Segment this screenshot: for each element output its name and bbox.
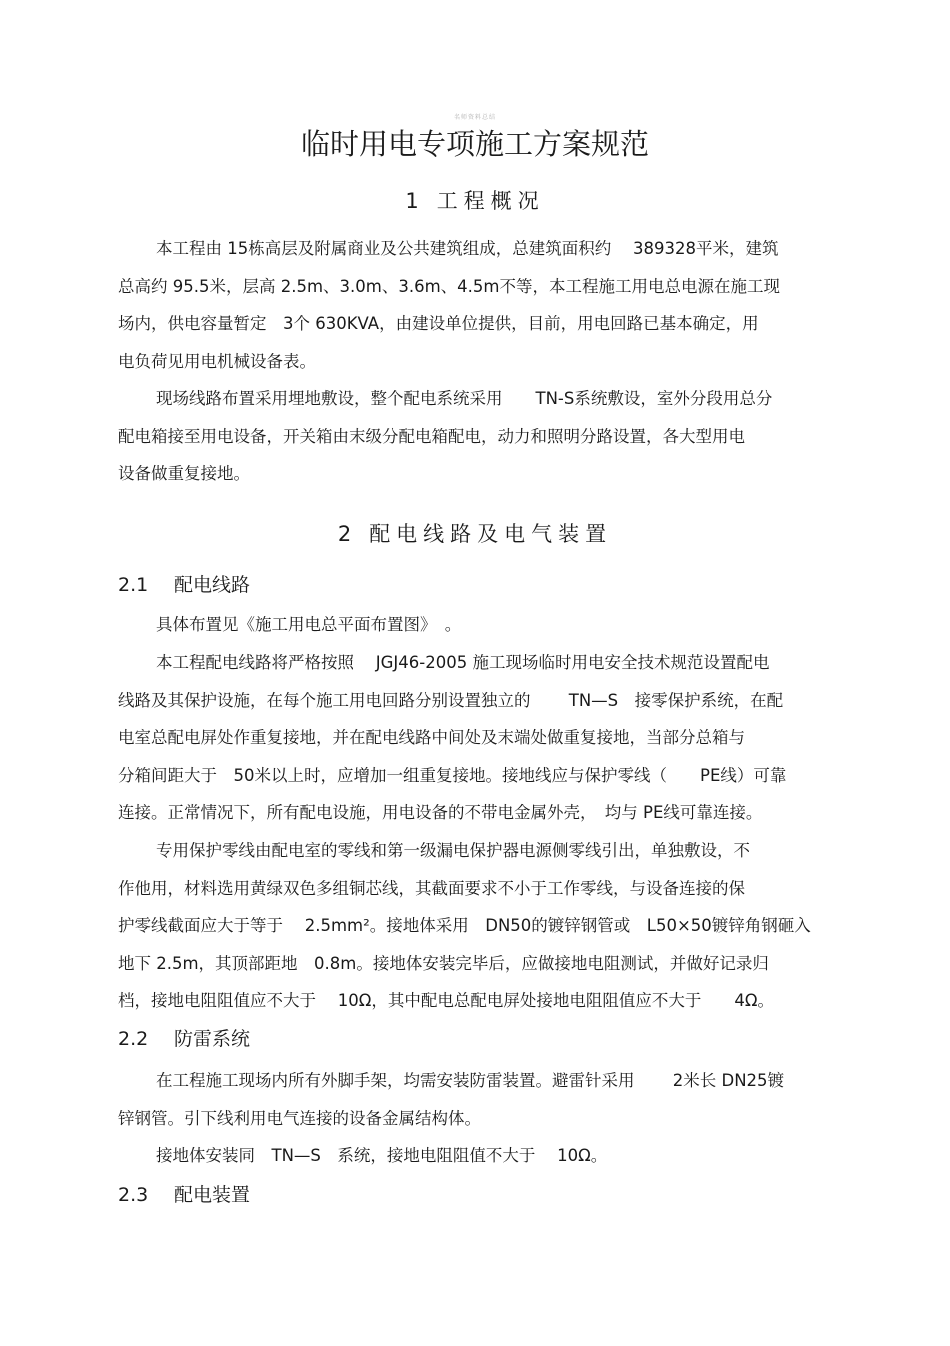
section-title: 工程概况 [436, 189, 545, 213]
text-line: 接地体安装同 TN—S 系统，接地电阻阻值不大于 10Ω。 [156, 1146, 608, 1165]
text-line: 锌钢管。引下线利用电气连接的设备金属结构体。 [118, 1108, 481, 1128]
subsection-title: 配电线路 [174, 574, 251, 596]
section-1-paragraph-1 [118, 230, 843, 380]
text-line: 现场线路布置采用埋地敷设，整个配电系统采用 TN-S系统敷设，室外分段用总分 [156, 389, 773, 408]
subsection-number: 2.3 [118, 1184, 149, 1206]
text-line: 分箱间距大于 50米以上时，应增加一组重复接地。接地线应与保护零线（ PE线）可靠 [118, 765, 787, 785]
text-line: 连接。正常情况下，所有配电设施，用电设备的不带电金属外壳， 均与 PE线可靠连接。 [118, 803, 763, 822]
subsection-title: 配电装置 [174, 1184, 251, 1206]
text-line: 专用保护零线由配电室的零线和第一级漏电保护器电源侧零线引出，单独敷设，不 [156, 841, 750, 860]
text-line: 设备做重复接地。 [118, 464, 250, 483]
document-title: 临时用电专项施工方案规范 [300, 127, 649, 161]
subsection-2-1-paragraph-1 [118, 606, 843, 644]
text-line: 本工程配电线路将严格按照 JGJ46-2005 施工现场临时用电安全技术规范设置配电 [156, 653, 770, 672]
text-line: 档，接地电阻阻值应不大于 10Ω，其中配电总配电屏处接地电阻阻值应不大于 4Ω。 [118, 991, 774, 1010]
text-line: 护零线截面应大于等于 2.5mm²。接地体采用 DN50的镀锌钢管或 L50×50镀锌角钢砸入 [118, 916, 811, 935]
subsection-2-1-heading [118, 571, 250, 599]
subsection-number: 2.2 [118, 1028, 149, 1050]
subsection-2-2-paragraph-2 [118, 1137, 843, 1175]
text-line: 电室总配电屏处作重复接地，并在配电线路中间处及末端处做重复接地，当部分总箱与 [118, 728, 745, 747]
section-1-heading [0, 186, 950, 216]
text-line: 电负荷见用电机械设备表。 [118, 351, 316, 371]
section-title: 配电线路及电气装置 [369, 522, 613, 546]
text-line: 具体布置见《施工用电总平面布置图》 。 [156, 615, 462, 634]
subsection-2-2-heading [118, 1025, 250, 1053]
subsection-2-3-heading [118, 1181, 250, 1209]
subsection-2-2-paragraph-1 [118, 1062, 843, 1137]
section-1-paragraph-2 [118, 380, 843, 493]
text-line: 地下 2.5m，其顶部距地 0.8m。接地体安装完毕后，应做接地电阻测试，并做好记录归 [118, 953, 769, 973]
text-line: 作他用，材料选用黄绿双色多组铜芯线，其截面要求不小于工作零线，与设备连接的保 [118, 878, 745, 898]
header-watermark: 名师资料总结 [453, 114, 496, 121]
section-number: 2 [337, 522, 358, 546]
section-number: 1 [405, 189, 425, 213]
text-line: 在工程施工现场内所有外脚手架，均需安装防雷装置。避雷针采用 2米长 DN25镀 [156, 1071, 785, 1090]
subsection-number: 2.1 [118, 574, 149, 596]
text-line: 本工程由 15栋高层及附属商业及公共建筑组成，总建筑面积约 389328平米，建筑 [156, 239, 779, 258]
text-line: 总高约 95.5米，层高 2.5m、3.0m、3.6m、4.5m不等，本工程施工用电总电源在施工现 [118, 276, 780, 296]
text-line: 线路及其保护设施，在每个施工用电回路分别设置独立的 TN—S 接零保护系统，在配 [118, 690, 784, 710]
subsection-title: 防雷系统 [174, 1028, 251, 1050]
subsection-2-1-paragraph-2 [118, 644, 843, 832]
text-line: 场内，供电容量暂定 3个 630KVA，由建设单位提供，目前，用电回路已基本确定，用 [118, 314, 759, 333]
section-2-heading [0, 519, 950, 549]
subsection-2-1-paragraph-3 [118, 832, 843, 1020]
text-line: 配电箱接至用电设备，开关箱由末级分配电箱配电，动力和照明分路设置，各大型用电 [118, 426, 745, 446]
